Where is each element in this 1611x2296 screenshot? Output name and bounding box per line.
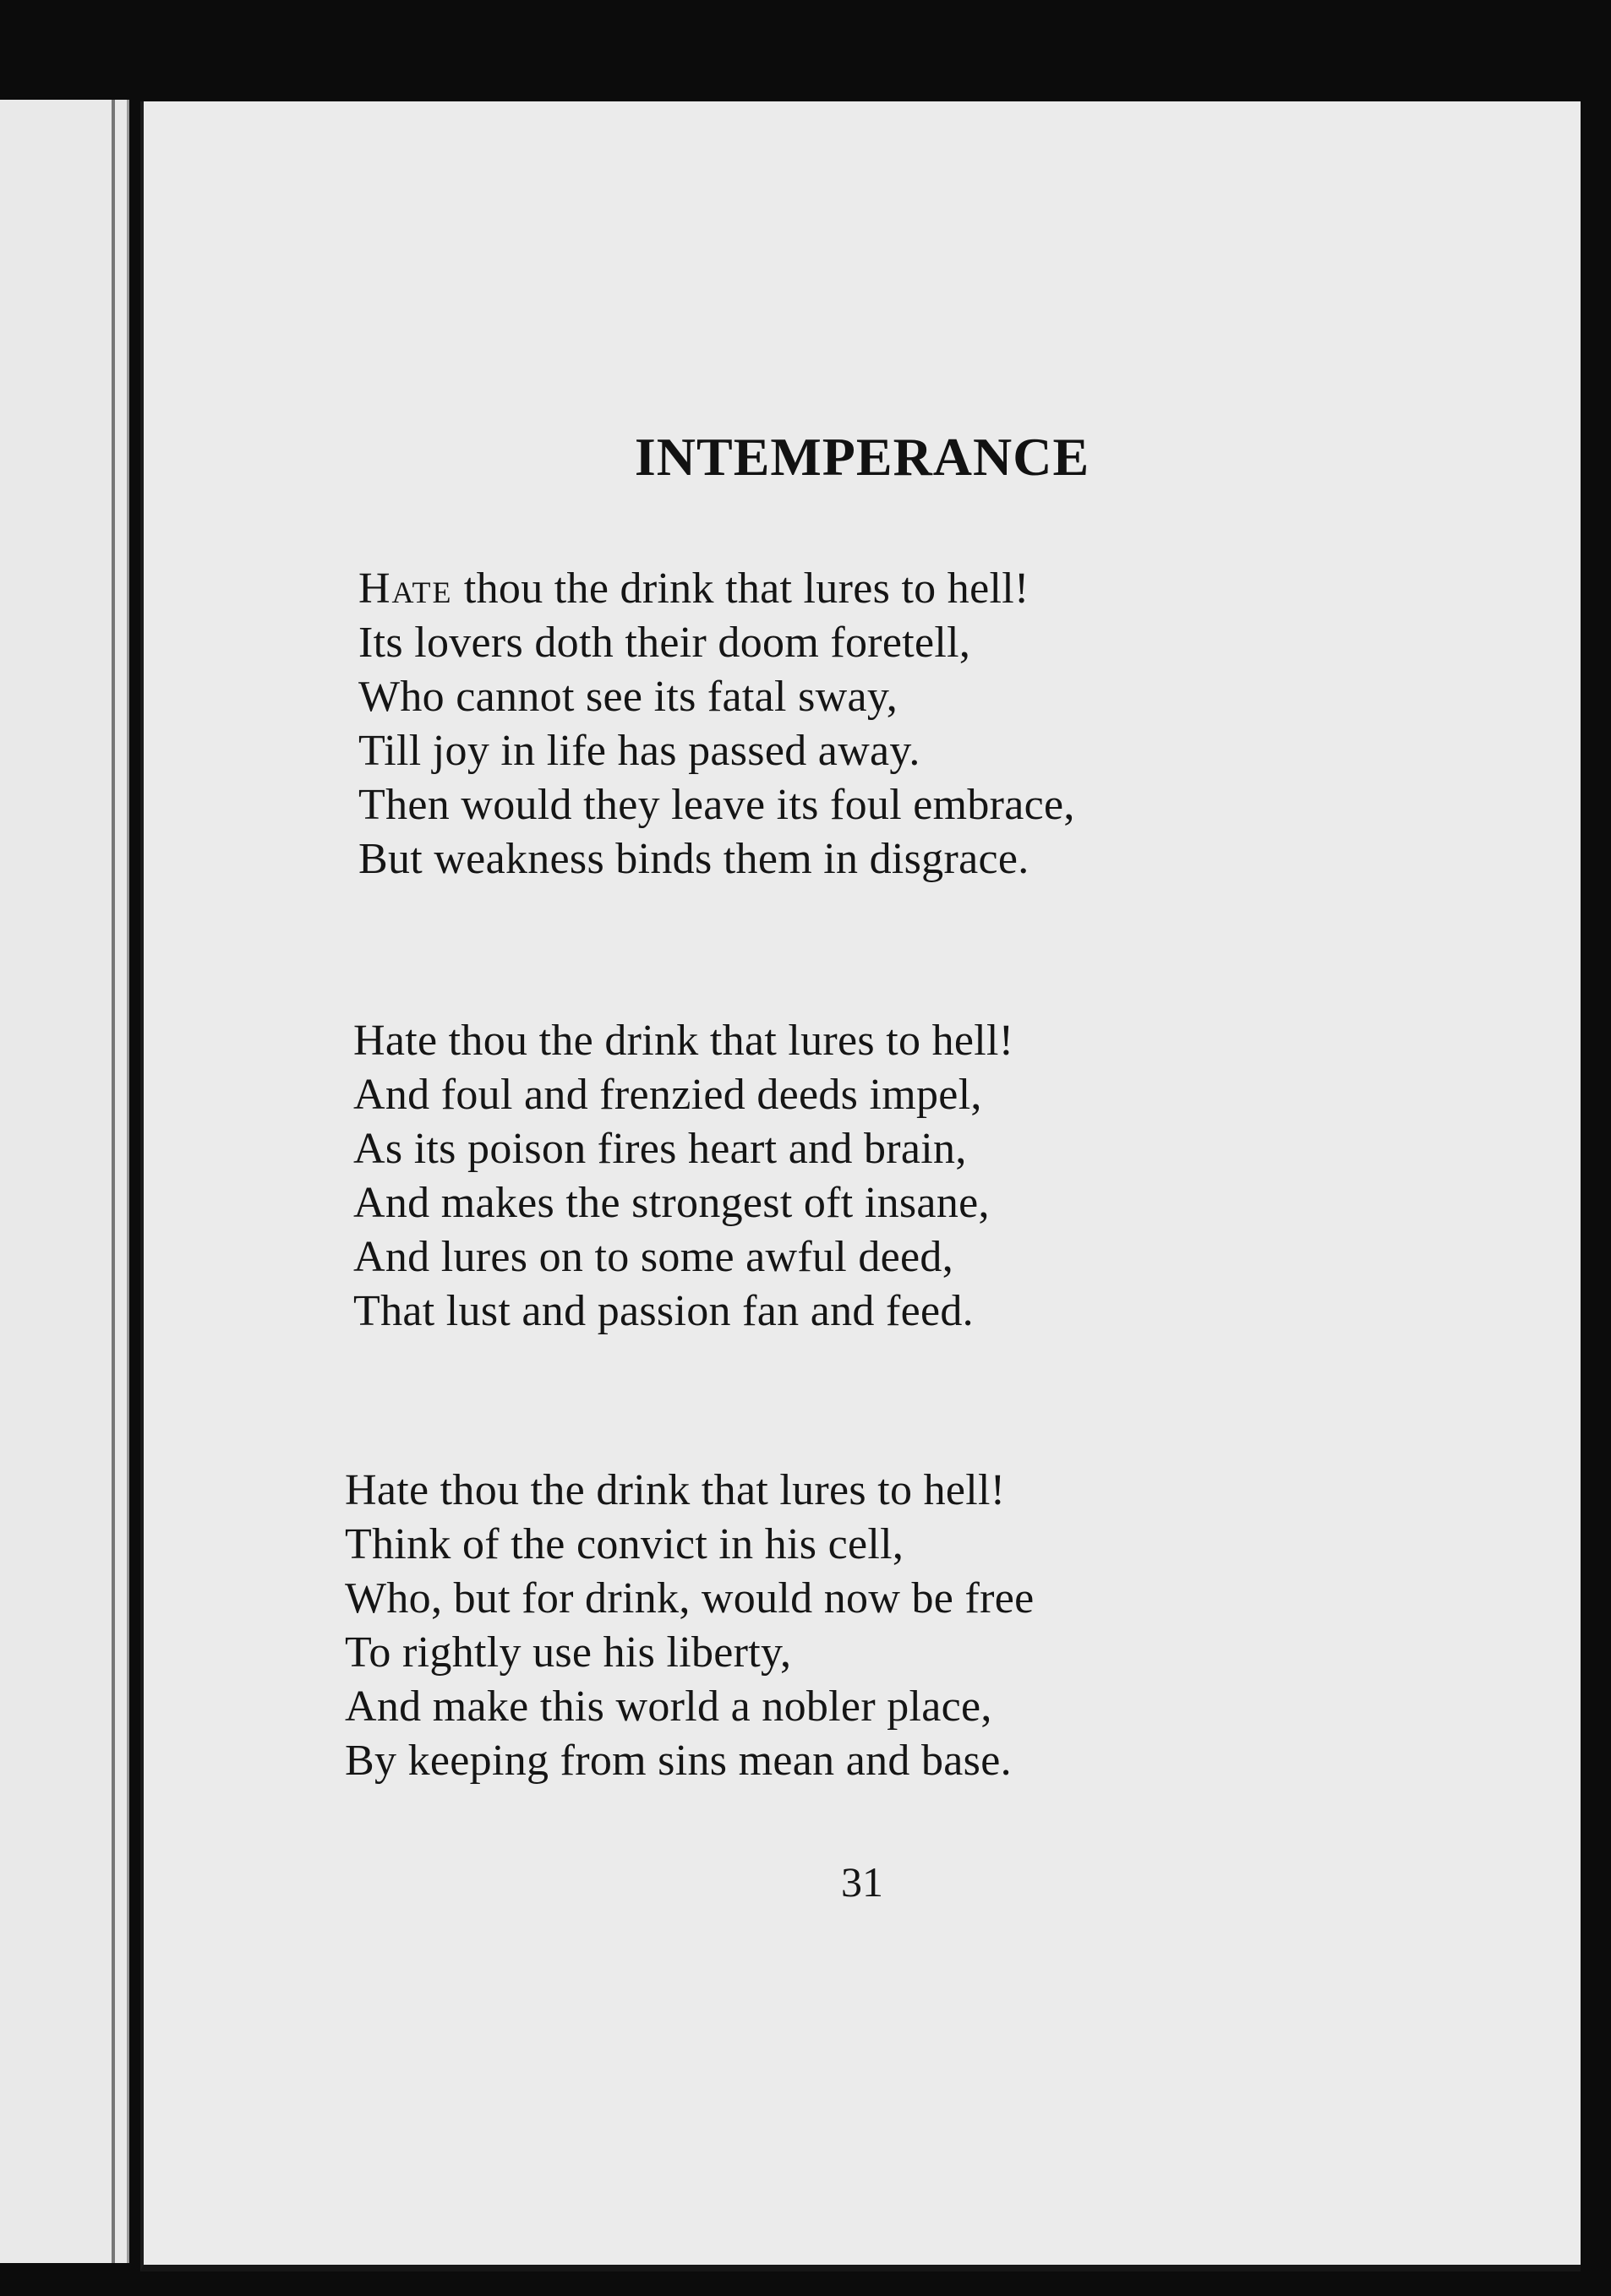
poem-line: But weakness binds them in disgrace. [358, 835, 1029, 883]
poem-line: By keeping from sins mean and base. [345, 1737, 1012, 1785]
poem-line: That lust and passion fan and feed. [353, 1287, 974, 1335]
poem-line: And foul and frenzied deeds impel, [353, 1071, 982, 1119]
poem-line: Then would they leave its foul embrace, [358, 781, 1075, 829]
poem-line [358, 562, 1029, 616]
facing-page-edge [0, 100, 129, 2263]
poem-line: To rightly use his liberty, [345, 1628, 792, 1677]
poem-line: And make this world a nobler place, [345, 1682, 992, 1731]
poem-title: INTEMPERANCE [634, 427, 1090, 487]
page-number: 31 [841, 1858, 883, 1906]
page-gutter-shadow [112, 100, 115, 2263]
opening-line-rest: thou the drink that lures to hell! [452, 564, 1029, 613]
poem-line: Hate thou the drink that lures to hell! [353, 1017, 1014, 1065]
poem-line: Who, but for drink, would now be free [345, 1574, 1035, 1622]
poem-line: Its lovers doth their doom foretell, [358, 619, 971, 667]
poem-line: Who cannot see its fatal sway, [358, 673, 898, 721]
poem-line: And makes the strongest oft insane, [353, 1179, 990, 1227]
poem-line: As its poison fires heart and brain, [353, 1125, 967, 1173]
poem-line: Think of the convict in his cell, [345, 1520, 904, 1568]
opening-word: Hate [358, 564, 453, 613]
poem-line: Hate thou the drink that lures to hell! [345, 1466, 1006, 1514]
book-page [140, 101, 1581, 2271]
poem-line: Till joy in life has passed away. [358, 727, 920, 775]
poem-line: And lures on to some awful deed, [353, 1233, 953, 1281]
